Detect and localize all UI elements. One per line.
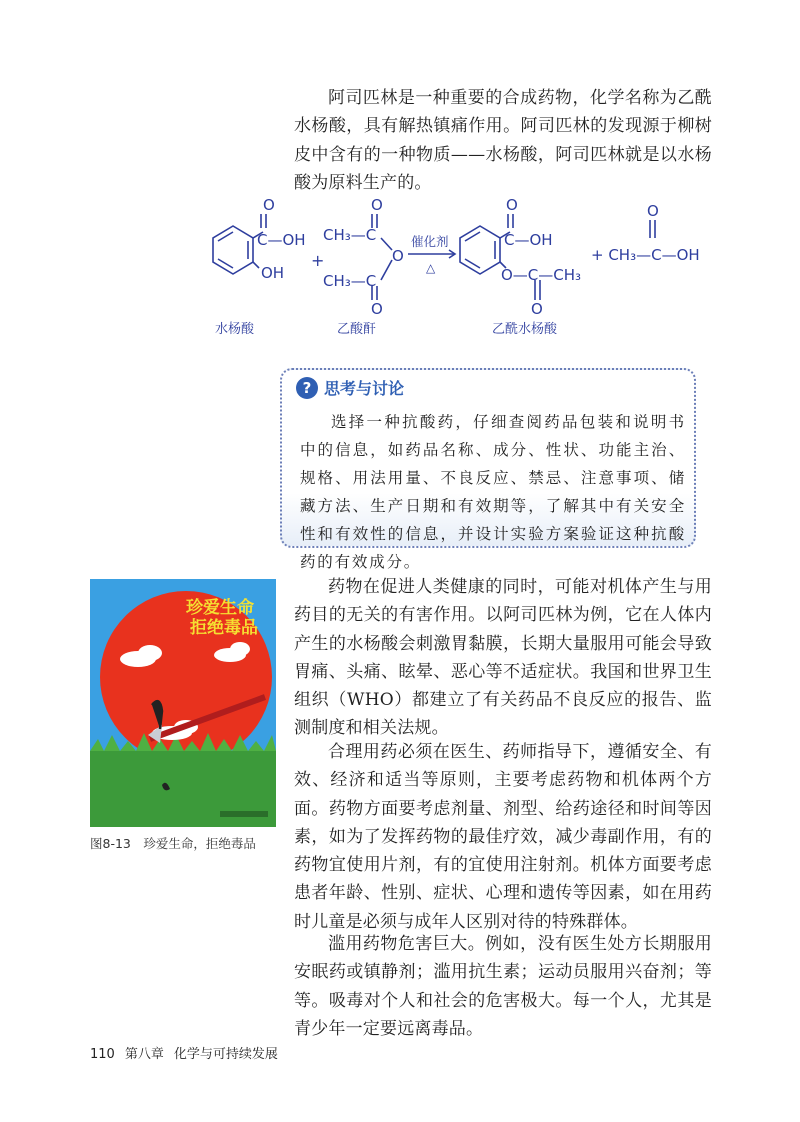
benzene-ring-aspirin xyxy=(460,226,500,274)
acetyl-ester-group: O—C—CH₃ xyxy=(501,266,582,284)
carboxyl-group-aspirin: C—OH xyxy=(504,231,553,249)
discussion-header xyxy=(296,376,404,399)
label-aspirin: 乙酰水杨酸 xyxy=(492,322,558,337)
plus-sign: + xyxy=(311,251,325,270)
anhydride-acetyl-top: CH₃—C xyxy=(323,226,377,244)
benzene-ring-salicylic xyxy=(213,226,253,274)
paragraph-drug-abuse: 滥用药物危害巨大。例如，没有医生处方长期服用安眠药或镇静剂；滥用抗生素；运动员服用兴奋剂；等等。吸毒对个人和社会的危害极大。每一个人，尤其是青少年一定要远离毒品。 xyxy=(294,934,712,1039)
anhydride-acetyl-bottom: CH₃—C xyxy=(323,272,377,290)
chapter-title: 化学与可持续发展 xyxy=(173,1047,278,1062)
label-salicylic-acid: 水杨酸 xyxy=(215,322,255,337)
chapter-number: 第八章 xyxy=(124,1047,164,1062)
carbonyl-oxygen-aspirin: O xyxy=(506,196,518,214)
anhydride-oxygen-bottom: O xyxy=(371,300,383,318)
poster-title-1: 珍爱生命 xyxy=(186,598,254,618)
hydroxyl-group: OH xyxy=(261,264,285,282)
paragraph-rational-use: 合理用药必须在医生、药师指导下，遵循安全、有效、经济和适当等原则，主要考虑药物和机体两个方面。药物方面要考虑剂量、剂型、给药途径和时间等因素，如为了发挥药物的最佳疗效，减少毒副作用，有的药物宜使用片剂，有的宜使用注射剂。机体方面要考虑患者年龄、性别、症状、心理和遗传等因素，如在用药时儿童是必须与成年人区别对待的特殊群体。 xyxy=(294,742,712,932)
anhydride-oxygen-top: O xyxy=(371,196,383,214)
acetic-acid: + CH₃—C—OH xyxy=(591,246,700,264)
discussion-text: 选择一种抗酸药，仔细查阅药品包装和说明书中的信息，如药品名称、成分、性状、功能主治、规格、用法用量、不良反应、禁忌、注意事项、储藏方法、生产日期和有效期等，了解其中有关安全性和有效性的信息，并设计实验方案验证这种抗酸药的有效成分。 xyxy=(300,413,686,571)
label-acetic-anhydride: 乙酸酐 xyxy=(337,322,377,337)
paragraph-side-effects: 药物在促进人类健康的同时，可能对机体产生与用药目的无关的有害作用。以阿司匹林为例，它在人体内产生的水杨酸会刺激胃黏膜，长期大量服用可能会导致胃痛、头痛、眩晕、恶心等不适症状。我国和世界卫生组织（WHO）都建立了有关药品不良反应的报告、监测制度和相关法规。 xyxy=(294,577,712,739)
catalyst-label: 催化剂 xyxy=(411,234,449,249)
discussion-title: 思考与讨论 xyxy=(324,379,405,398)
poster-title-2: 拒绝毒品 xyxy=(190,618,258,638)
ester-oxygen: O xyxy=(531,300,543,318)
page-footer xyxy=(90,1043,288,1062)
aspirin-synthesis-equation xyxy=(195,188,715,348)
question-icon: ? xyxy=(296,377,318,399)
page-number: 110 xyxy=(90,1047,115,1062)
discussion-box xyxy=(280,368,696,571)
acetic-acid-oxygen: O xyxy=(647,202,659,220)
carboxyl-group-1: C—OH xyxy=(257,231,306,249)
carbonyl-oxygen-1: O xyxy=(263,196,275,214)
paragraph-aspirin-intro: 阿司匹林是一种重要的合成药物，化学名称为乙酰水杨酸，具有解热镇痛作用。阿司匹林的发现源于柳树皮中含有的一种物质——水杨酸，阿司匹林就是以水杨酸为原料生产的。 xyxy=(294,88,712,193)
figure-caption: 图8-13 珍爱生命，拒绝毒品 xyxy=(90,836,256,851)
anhydride-bridge-oxygen: O xyxy=(392,247,404,265)
anti-drug-poster xyxy=(90,579,276,827)
heat-symbol: △ xyxy=(426,261,436,275)
